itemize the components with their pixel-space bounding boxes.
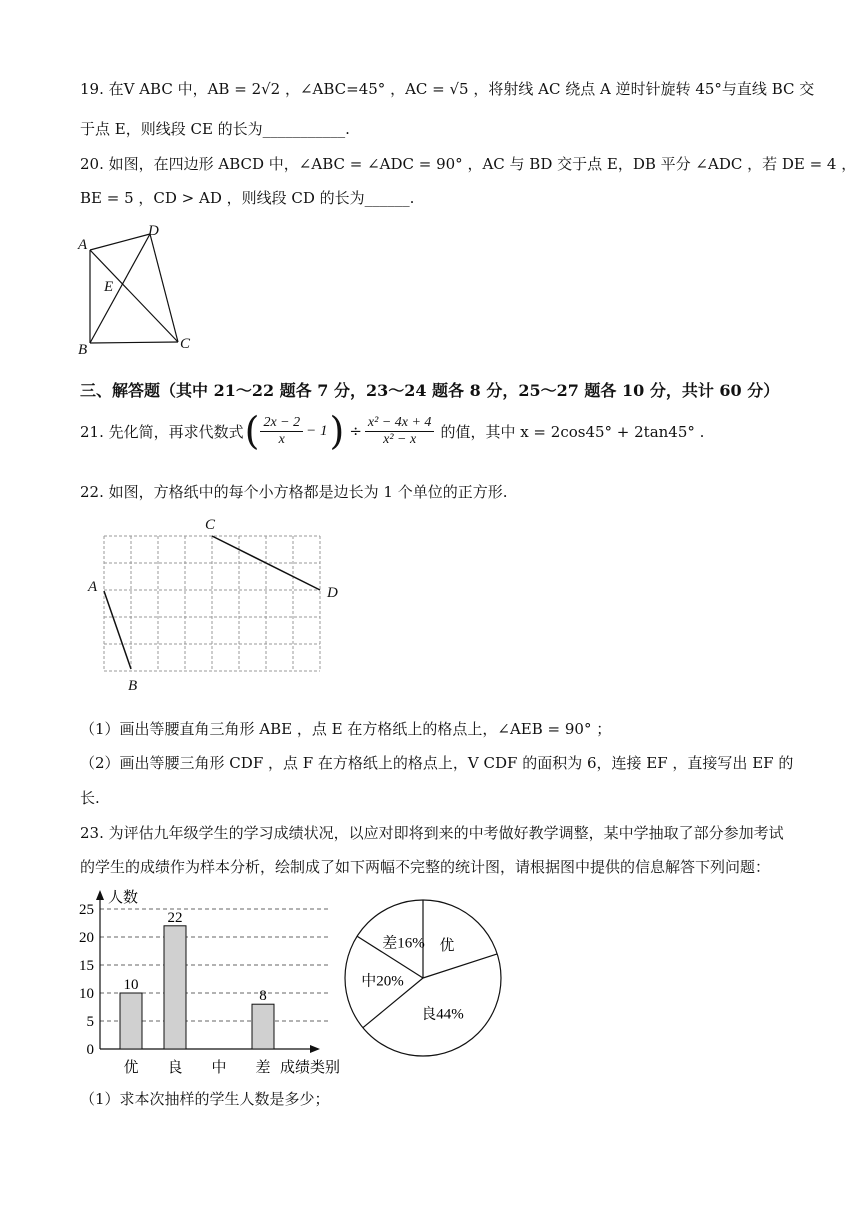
q19-line2: 于点 E，则线段 CE 的长为___________. — [80, 120, 350, 138]
edge-da — [90, 234, 150, 250]
y-axis-arrow — [96, 890, 104, 900]
bar-value-label: 22 — [167, 909, 183, 926]
q21-frac1-denominator: x — [278, 431, 285, 447]
bar — [164, 926, 186, 1049]
y-tick-label: 0 — [86, 1042, 94, 1058]
y-tick-label: 10 — [79, 986, 94, 1002]
q23-line2: 的学生的成绩作为样本分析，绘制成了如下两幅不完整的统计图，请根据图中提供的信息解答下列问题： — [80, 858, 771, 876]
bar — [252, 1004, 274, 1049]
q21-fraction-2 — [365, 415, 435, 448]
q23-line1: 23. 为评估九年级学生的学习成绩状况，以应对即将到来的中考做好教学调整，某中学抽取了部分参加考试 — [80, 824, 784, 842]
q22-part1: （1）画出等腰直角三角形 ABE ，点 E 在方格纸上的格点上，∠AEB = 90° ； — [80, 720, 612, 738]
y-tick-label: 15 — [79, 958, 94, 974]
q22-part2-line1: （2）画出等腰三角形 CDF ，点 F 在方格纸上的格点上，V CDF 的面积为 6，连接 EF ，直接写出 EF 的 — [80, 754, 794, 772]
grid-label-d: D — [327, 585, 338, 601]
edge-cd — [150, 234, 178, 342]
x-tick-label: 良 — [167, 1060, 183, 1076]
label-a: A — [78, 237, 88, 253]
y-tick-label: 20 — [79, 930, 94, 946]
pie-slice-label: 优 — [439, 938, 455, 955]
edge-bc — [90, 342, 178, 343]
q20-line1: 20. 如图，在四边形 ABCD 中，∠ABC = ∠ADC = 90° ，AC 与 BD 交于点 E，DB 平分 ∠ADC ，若 DE = 4 ， — [80, 155, 857, 173]
bar-chart — [70, 884, 360, 1074]
y-tick-label: 5 — [86, 1014, 94, 1030]
segment-ab — [104, 591, 131, 669]
q19-line1: 19. 在V ABC 中，AB = 2√2 ，∠ABC=45° ，AC = √5 ，将射线 AC 绕点 A 逆时针旋转 45°与直线 BC 交 — [80, 80, 815, 98]
bar-value-label: 8 — [259, 988, 267, 1005]
q21-divide: ÷ — [349, 422, 362, 440]
pie-slice-label: 差16% — [382, 935, 425, 952]
label-e: E — [104, 279, 114, 295]
pie-chart — [340, 895, 510, 1065]
x-axis-title: 成绩类别 — [280, 1060, 341, 1076]
q23-part1: （1）求本次抽样的学生人数是多少； — [80, 1090, 330, 1108]
x-axis-arrow — [310, 1045, 320, 1053]
x-tick-label: 中 — [211, 1060, 227, 1076]
label-c: C — [180, 336, 191, 352]
grid-label-c: C — [205, 517, 216, 533]
y-axis-title: 人数 — [108, 890, 139, 906]
label-d: D — [148, 223, 159, 239]
diagonal-bd — [90, 234, 150, 343]
section-heading: 三、解答题（其中 21～22 题各 7 分，23～24 题各 8 分，25～27 题各 10 分，共计 60 分） — [80, 381, 780, 400]
q21-prefix: 21. 先化简，再求代数式 — [80, 422, 244, 441]
label-b: B — [78, 342, 88, 358]
quadrilateral-figure — [70, 220, 210, 360]
q22-part2-line2: 长. — [80, 789, 100, 807]
q21-expression: 21. 先化简，再求代数式 ( $\frac{2x - 2}{x}$ − 1 ) ÷ $\frac{\text{x² − 4x + 4}}{\text{x² − x}}$ 的值，其中 x = 2cos45° + 2tan45° . — [80, 409, 705, 453]
q21-fraction-1 — [260, 415, 303, 448]
q21-suffix: 的值，其中 x = 2cos45° + 2tan45° . — [440, 422, 705, 441]
grid-label-a: A — [88, 579, 98, 595]
q21-frac1-numerator: 2x − 2 — [260, 415, 303, 432]
q21-frac2-denominator: x² − x — [383, 431, 417, 447]
bar — [120, 993, 142, 1049]
q21-frac2-numerator: x² − 4x + 4 — [365, 415, 435, 432]
grid-label-b: B — [128, 678, 138, 694]
q22-intro: 22. 如图，方格纸中的每个小方格都是边长为 1 个单位的正方形. — [80, 483, 508, 501]
bar-value-label: 10 — [123, 977, 139, 993]
q20-line2: BE = 5 ，CD > AD ，则线段 CD 的长为______. — [80, 189, 415, 207]
q21-minus-one: − 1 — [306, 422, 328, 439]
grid-figure — [84, 514, 354, 696]
x-tick-label: 差 — [255, 1060, 271, 1076]
y-tick-label: 25 — [79, 902, 94, 918]
pie-slice-label: 良44% — [421, 1006, 464, 1023]
pie-slice-label: 中20% — [361, 973, 404, 990]
x-tick-label: 优 — [123, 1060, 139, 1076]
